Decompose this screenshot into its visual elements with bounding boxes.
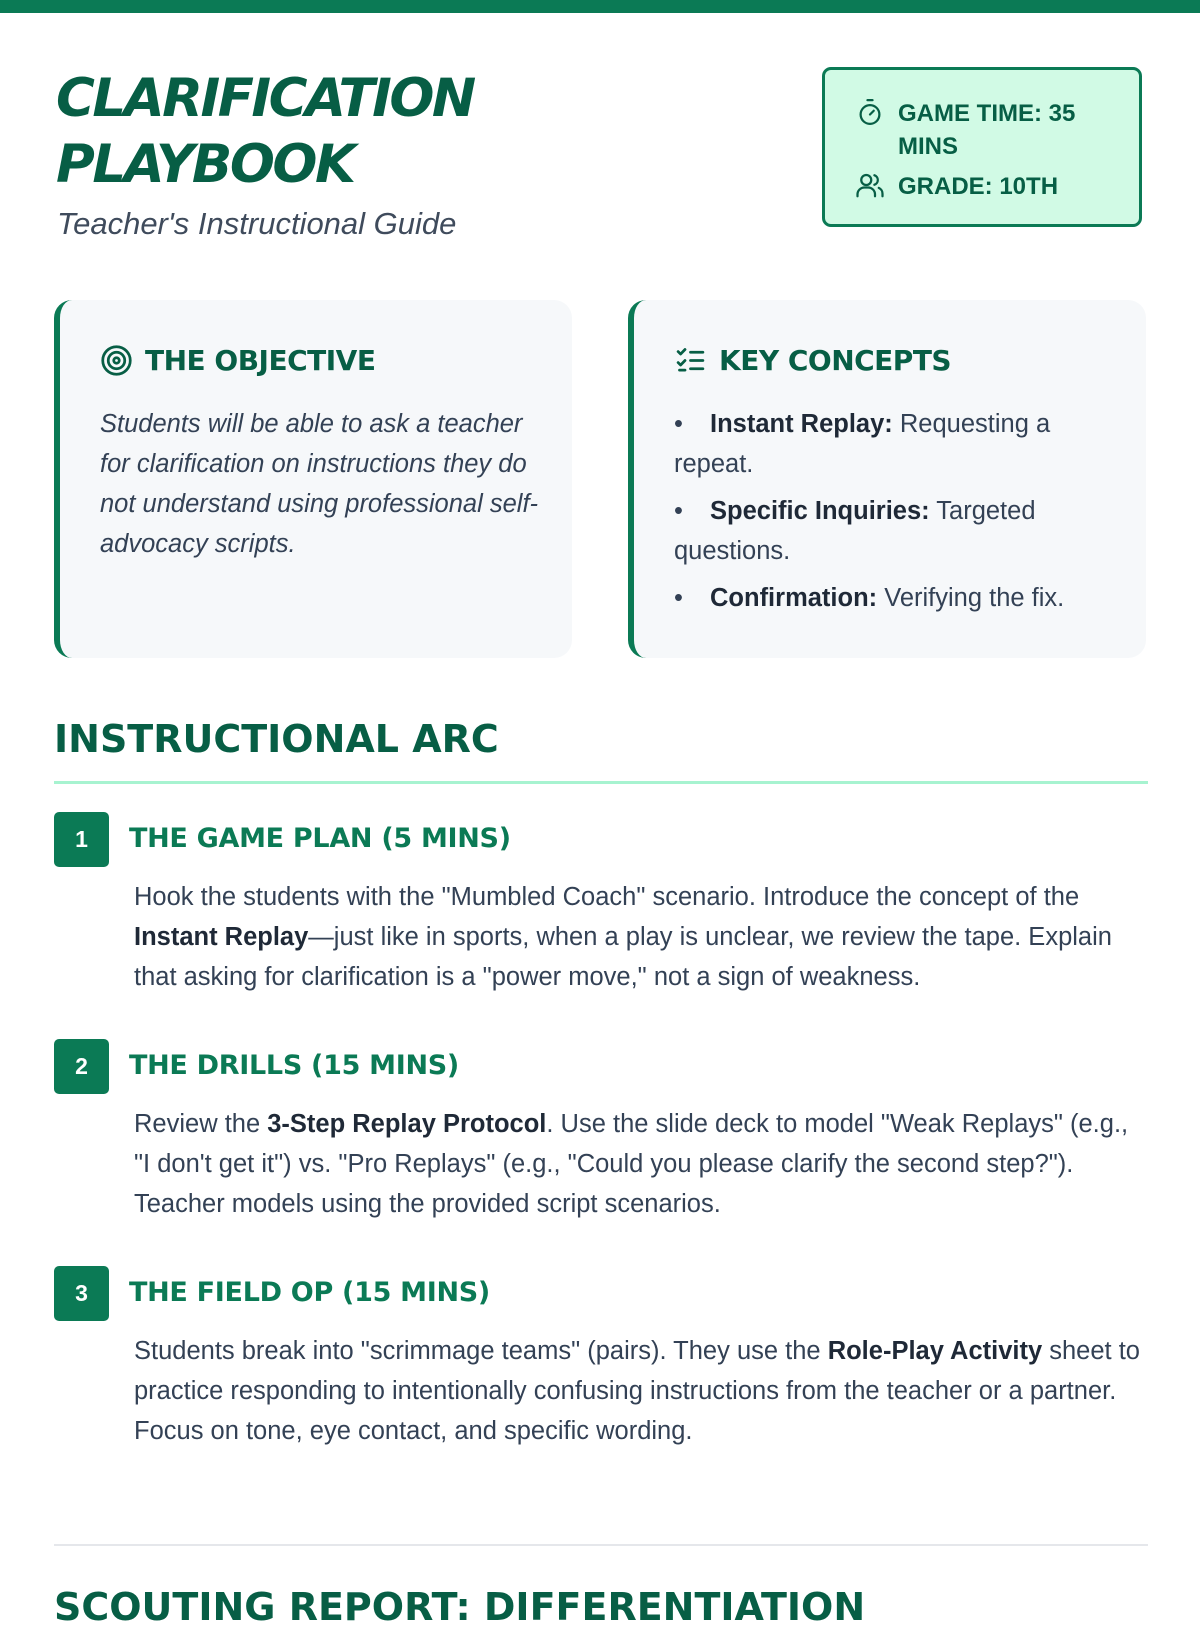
- page-subtitle: Teacher's Instructional Guide: [57, 206, 457, 241]
- checklist-icon: [674, 344, 707, 377]
- step-text: —just like in sports, when a play is unclear, we review the tape. Explain that asking for clarification is a "power move," not a sign of weakness.: [134, 923, 1112, 991]
- game-time-text: GAME TIME: 35 MINS: [898, 100, 1076, 160]
- top-accent-bar: [0, 0, 1200, 13]
- step-emphasis: 3-Step Replay Protocol: [267, 1110, 547, 1138]
- step-text: Students break into "scrimmage teams" (pairs). They use the: [134, 1337, 828, 1365]
- step-number: 2: [54, 1039, 109, 1094]
- target-icon: [100, 344, 133, 377]
- grade-text: GRADE: 10TH: [898, 173, 1059, 200]
- step-number: 1: [54, 812, 109, 867]
- step-emphasis: Role-Play Activity: [827, 1337, 1043, 1365]
- concept-desc: Verifying the fix.: [877, 584, 1065, 612]
- section-title-scouting-report: SCOUTING REPORT: DIFFERENTIATION: [54, 1585, 866, 1629]
- objective-header: [100, 344, 375, 377]
- concept-term: Confirmation:: [710, 584, 878, 612]
- step-text: Review the: [134, 1110, 268, 1138]
- list-item: • Instant Replay: Requesting a repeat.: [674, 410, 1051, 478]
- meta-game-time: [855, 97, 1098, 163]
- step-emphasis: Instant Replay: [134, 923, 309, 951]
- list-item: • Specific Inquiries: Targeted questions.: [674, 497, 1036, 565]
- objective-card: [54, 300, 572, 658]
- key-concepts-header: [674, 344, 951, 377]
- meta-box: [822, 67, 1142, 227]
- page-title: CLARIFICATION PLAYBOOK: [56, 68, 474, 195]
- concept-desc: Requesting a repeat.: [674, 410, 1051, 478]
- key-concepts-list: [674, 404, 1114, 625]
- step-title: THE FIELD OP (15 MINS): [129, 1277, 490, 1308]
- step-description: [134, 1104, 1149, 1224]
- step-text: sheet to practice responding to intentionally confusing instructions from the teacher or a partner. Focus on tone, eye contact, and specific wording.: [134, 1337, 1140, 1445]
- objective-heading: THE OBJECTIVE: [145, 344, 376, 377]
- objective-text: Students will be able to ask a teacher for clarification on instructions they do not understand using professional self-advocacy scripts.: [100, 410, 539, 558]
- users-icon: [855, 170, 885, 200]
- step-title: THE GAME PLAN (5 MINS): [129, 823, 511, 854]
- step-description: [134, 1331, 1149, 1451]
- meta-grade: [855, 170, 1098, 203]
- section-divider: [54, 1544, 1148, 1546]
- stopwatch-icon: [855, 97, 885, 127]
- step-text: . Use the slide deck to model "Weak Replays" (e.g., "I don't get it") vs. "Pro Replays" (e.g., "Could you please clarify the second step?"). Teacher models using the provided script scenarios.: [134, 1110, 1129, 1218]
- section-divider: [54, 781, 1148, 784]
- concept-term: Instant Replay:: [710, 410, 893, 438]
- step-number: 3: [54, 1266, 109, 1321]
- step-text: Hook the students with the "Mumbled Coach" scenario. Introduce the concept of the: [134, 883, 1080, 911]
- concept-desc: Targeted questions.: [674, 497, 1036, 565]
- concept-term: Specific Inquiries:: [710, 497, 930, 525]
- section-title-instructional-arc: INSTRUCTIONAL ARC: [54, 717, 499, 761]
- key-concepts-card: [628, 300, 1146, 658]
- step-title: THE DRILLS (15 MINS): [129, 1050, 459, 1081]
- key-concepts-heading: KEY CONCEPTS: [719, 344, 952, 377]
- step-description: [134, 877, 1149, 997]
- list-item: • Confirmation: Verifying the fix.: [674, 584, 1065, 612]
